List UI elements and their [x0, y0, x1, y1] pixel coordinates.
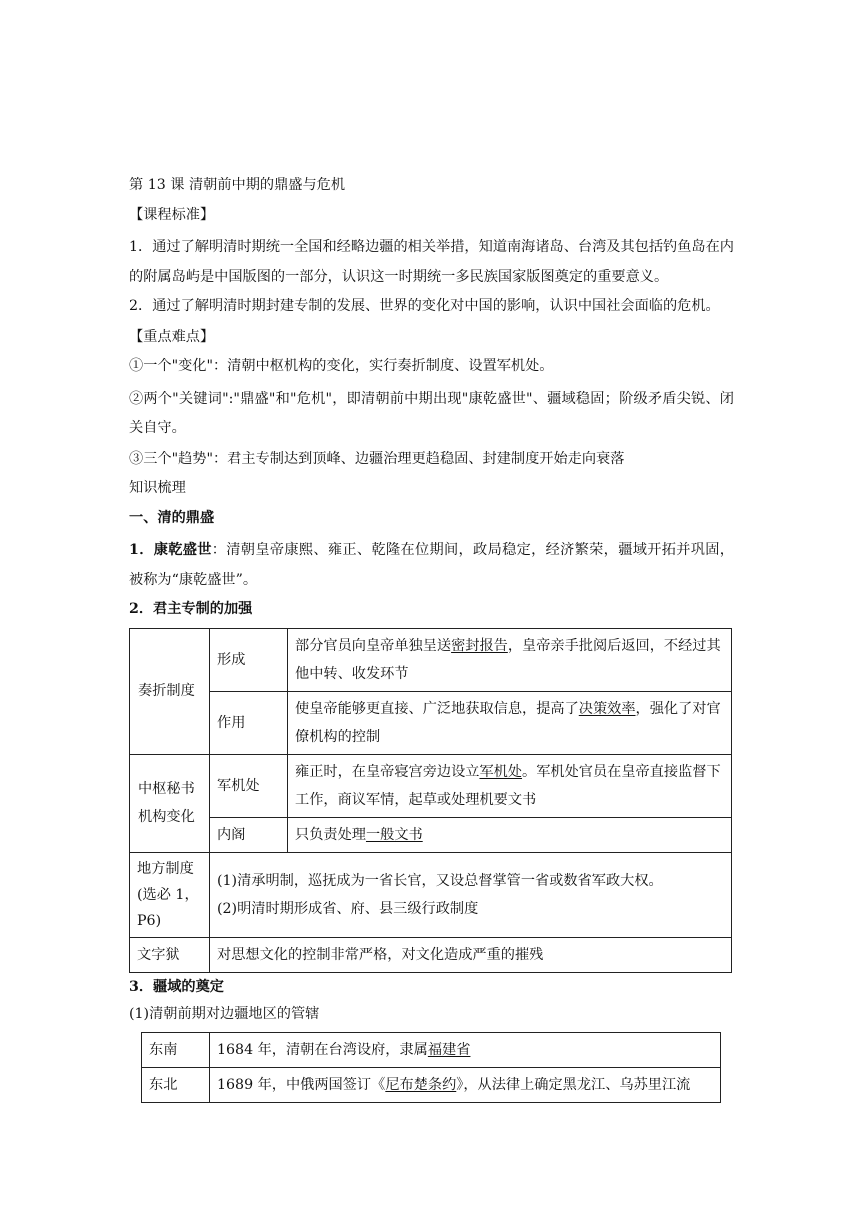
knowledge-heading: 知识梳理	[129, 480, 186, 496]
cell-junjichu-text: 雍正时，在皇帝寝宫旁边设立军机处。军机处官员在皇帝直接监督下工作，商议军情，起草或处理机要文书	[288, 754, 732, 817]
underline-term: 决策效率	[578, 700, 636, 717]
underline-term: 福建省	[427, 1042, 471, 1058]
frontier-table	[141, 1032, 721, 1103]
cell-dongnan-text: 1684 年，清朝在台湾设府，隶属福建省	[210, 1033, 721, 1068]
cell-wenziyu-text: 对思想文化的控制非常严格，对文化造成严重的摧残	[210, 937, 732, 972]
cell-difang: 地方制度 (选必 1， P6)	[130, 852, 210, 937]
underline-term: 密封报告	[451, 637, 508, 654]
part1-heading: 一、清的鼎盛	[129, 509, 215, 526]
cell-neige: 内阁	[210, 817, 288, 852]
item1-label: 1．康乾盛世	[129, 542, 212, 558]
cell-junjichu: 军机处	[210, 754, 288, 817]
keypoint-1: ①一个"变化"：清朝中枢机构的变化，实行奏折制度、设置军机处。	[129, 358, 554, 374]
cell-neige-text: 只负责处理一般文书	[288, 817, 732, 852]
cell-zuoyong-text: 使皇帝能够更直接、广泛地获取信息，提高了决策效率，强化了对官僚机构的控制	[288, 691, 732, 754]
keypoint-3: ③三个"趋势"：君主专制达到顶峰、边疆治理更趋稳固、封建制度开始走向衰落	[129, 450, 625, 467]
item2-heading: 2．君主专制的加强	[129, 601, 253, 617]
document-page	[129, 174, 734, 1103]
cell-dongbei: 东北	[142, 1068, 210, 1103]
cell-zouzhe: 奏折制度	[130, 628, 210, 754]
lesson-title: 第 13 课 清朝前中期的鼎盛与危机	[129, 177, 346, 193]
cell-difang-text: (1)清承明制，巡抚成为一省长官，又设总督掌管一省或数省军政大权。 (2)明清时期形成省、府、县三级行政制度	[210, 852, 732, 937]
underline-term: 一般文书	[365, 826, 423, 843]
cell-dongbei-text: 1689 年，中俄两国签订《尼布楚条约》，从法律上确定黑龙江、乌苏里江流	[210, 1068, 721, 1103]
cell-zuoyong: 作用	[210, 691, 288, 754]
cell-zhongshu: 中枢秘书 机构变化	[130, 754, 210, 852]
cell-xingcheng: 形成	[210, 628, 288, 691]
underline-term: 尼布楚条约	[385, 1077, 457, 1093]
item3-heading: 3．疆域的奠定	[129, 978, 224, 995]
cell-xingcheng-text: 部分官员向皇帝单独呈送密封报告，皇帝亲手批阅后返回，不经过其他中转、收发环节	[288, 628, 732, 691]
underline-term: 军机处	[479, 763, 523, 780]
keypoint-2: ②两个"关键词":"鼎盛"和"危机"，即清朝前中期出现"康乾盛世"、疆域稳固；阶级矛盾尖锐、闭关自守。	[129, 390, 734, 436]
item3-sub: (1)清朝前期对边疆地区的管辖	[129, 1005, 320, 1022]
standard-2: 2．通过了解明清时期封建专制的发展、世界的变化对中国的影响，认识中国社会面临的危机。	[129, 298, 720, 314]
autocracy-table	[129, 628, 732, 973]
item1-paragraph	[129, 536, 734, 595]
item1-text: ：清朝皇帝康熙、雍正、乾隆在位期间，政局稳定，经济繁荣，疆域开拓并巩固，被称为“康乾盛世”。	[129, 542, 734, 588]
cell-wenziyu: 文字狱	[130, 937, 210, 972]
cell-dongnan: 东南	[142, 1033, 210, 1068]
keypoints-heading: 【重点难点】	[129, 328, 215, 345]
standard-1: 1．通过了解明清时期统一全国和经略边疆的相关举措，知道南海诸岛、台湾及其包括钓鱼岛在内的附属岛屿是中国版图的一部分，认识这一时期统一多民族国家版图奠定的重要意义。	[129, 239, 734, 285]
standards-heading: 【课程标准】	[129, 206, 215, 223]
